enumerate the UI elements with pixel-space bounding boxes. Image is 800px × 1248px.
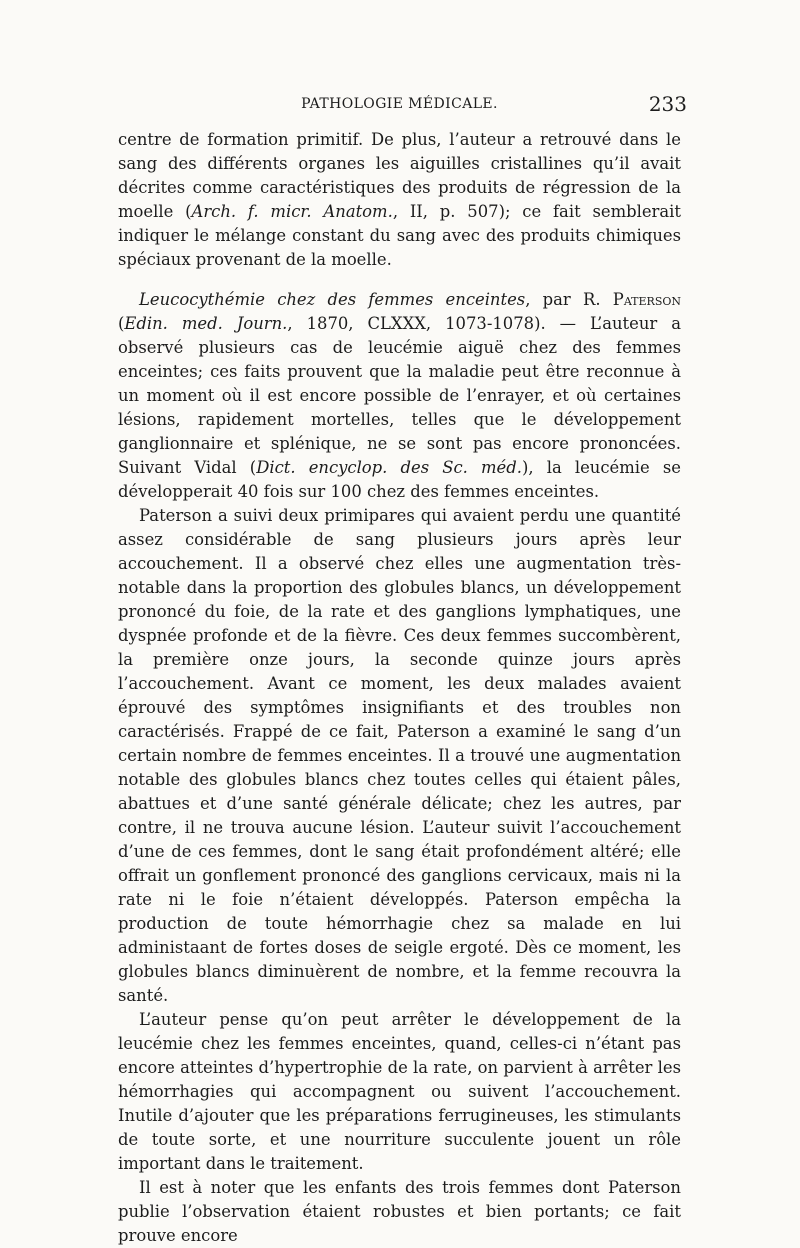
text-run: Paterson a suivi deux primipares qui avaient perdu une quantité assez considérable de sang plusieurs jours après leur accouchement. Il a observé chez elles une augmentation très-notable dans la proportion des globules blancs, un développement prononcé du foie, de la rate et des ganglions lymphatiques, une dyspnée profonde et de la fièvre. Ces deux femmes succombèrent, la première onze jours, la seconde quinze jours après l’accouchement. Avant ce moment, les deux malades avaient éprouvé des symptômes insignifiants et des troubles non caractérisés. Frappé de ce fait, Paterson a examiné le sang d’un certain nombre de femmes enceintes. Il a trouvé une augmentation notable des globules blancs chez toutes celles qui étaient pâles, abattues et d’une santé générale délicate; chez les autres, par contre, il ne trouva aucune lésion. L’auteur suivit l’accouchement d’une de ces femmes, dont le sang était profondément altéré; elle offrait un gonflement prononcé des ganglions cervicaux, mais ni la rate ni le foie n’étaient développés. Paterson empêcha la production de toute hémorrhagie chez sa malade en lui administaant de fortes doses de seigle ergoté. Dès ce moment, les globules blancs diminuèrent de nombre, et la femme recouvra la santé. — [118, 506, 681, 1005]
citation-italic: Arch. f. micr. Anatom. — [191, 202, 393, 221]
running-head: PATHOLOGIE MÉDICALE. — [301, 96, 498, 112]
text-run: centre de formation primitif. De plus, l’auteur a retrouvé dans le sang des différents organes les aiguilles cristallines qu’il avait décrites comme caractéristiques des produits de régression de la moelle ( — [118, 130, 681, 221]
citation-italic: Dict. encyclop. des Sc. méd. — [256, 458, 522, 477]
text-run: ( — [118, 314, 125, 333]
author-name: Paterson — [612, 290, 681, 309]
text-run: , 1870, CLXXX, 1073-1078). — L’auteur a observé plusieurs cas de leucémie aiguë chez des femmes enceintes; ces faits prouvent que la maladie peut être reconnue à un moment où il est encore possible de l’enrayer, et où certaines lésions, rapidement mortelles, telles que le développement ganglionnaire et splénique, ne se sont pas encore prononcées. Suivant Vidal ( — [118, 314, 681, 477]
paragraph-author-opinion — [118, 1008, 681, 1176]
paragraph-article-intro — [118, 288, 681, 504]
paragraph-continuation — [118, 128, 681, 272]
page-body — [118, 128, 681, 1248]
page-number: 233 — [648, 92, 687, 116]
paragraph-closing — [118, 1176, 681, 1248]
book-page — [118, 92, 687, 1248]
text-run: ), la leucémie se développerait 40 fois sur 100 chez des femmes enceintes. — [118, 458, 681, 501]
text-run: Il est à noter que les enfants des trois femmes dont Paterson publie l’observation étaient robustes et bien portants; ce fait prouve encore — [118, 1178, 681, 1245]
text-run: , par R. — [525, 290, 613, 309]
text-run: L’auteur pense qu’on peut arrêter le développement de la leucémie chez les femmes enceintes, quand, celles-ci n’étant pas encore atteintes d’hypertrophie de la rate, on parvient à arrêter les hémorrhagies qui accompagnent ou suivent l’accouchement. Inutile d’ajouter que les préparations ferrugineuses, les stimulants de toute sorte, et une nourriture succulente jouent un rôle important dans le traitement. — [118, 1010, 681, 1173]
paragraph-case-report — [118, 504, 681, 1008]
page-header — [118, 92, 687, 128]
citation-italic: Edin. med. Journ. — [124, 314, 288, 333]
text-run: , II, p. 507); ce fait semblerait indiquer le mélange constant du sang avec des produits chimiques spéciaux provenant de la moelle. — [118, 202, 681, 269]
citation-italic: Leucocythémie chez des femmes enceintes — [139, 290, 526, 309]
